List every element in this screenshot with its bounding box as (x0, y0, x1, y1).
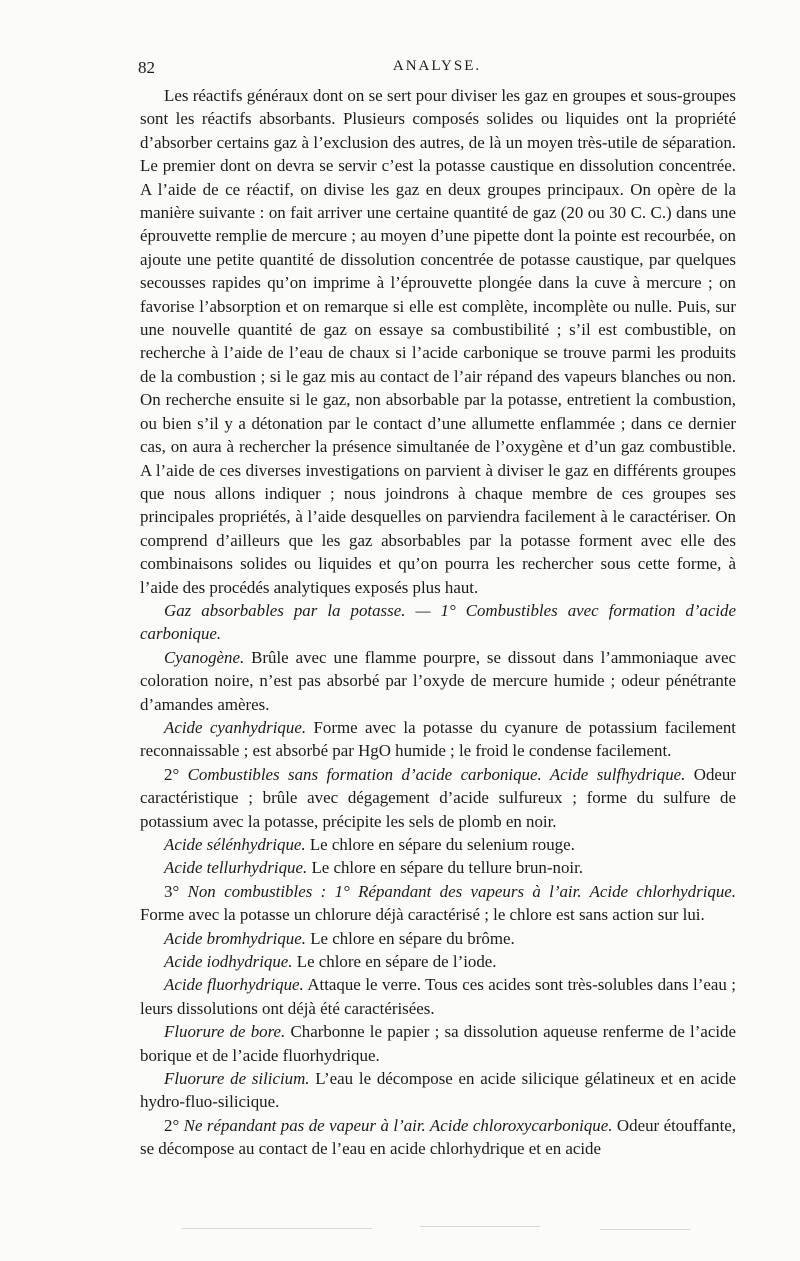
paragraph-fluorure-de-silicium (140, 1067, 736, 1114)
paragraph-cyanogene (140, 646, 736, 716)
body-text (140, 84, 736, 1161)
entry-term: Acide fluorhydrique. (164, 975, 304, 995)
entry-description: Le chlore en sépare du selenium rouge. (305, 835, 575, 854)
paragraph-acide-chlorhydrique (140, 880, 736, 927)
paragraph-acide-sulfhydrique (140, 763, 736, 833)
entry-term: Fluorure de bore. (164, 1022, 286, 1042)
entry-description: Odeur caractéristique ; brûle avec dégagement d’acide sulfureux ; forme du sulfure de potassium avec la potasse, précipite les sels de plomb en noir. (140, 764, 736, 831)
paragraph-acide-chloroxycarbonique (140, 1114, 736, 1161)
entry-term: Ne répandant pas de vapeur à l’air. Acide chloroxycarbonique. (183, 1115, 613, 1135)
paragraph-acide-tellurhydrique (140, 856, 736, 879)
entry-term: Acide sélénhydrique. (164, 835, 306, 854)
paragraph-acide-bromhydrique (140, 927, 736, 950)
paragraph-intro (140, 84, 736, 599)
entry-description: Odeur étouffante, se décompose au contact de l’eau en acide chlorhydrique et en acide (140, 1115, 736, 1159)
paragraph-acide-selenhydrique (140, 833, 736, 856)
entry-term: Combustibles sans formation d’acide carbonique. Acide sulfhydrique. (187, 764, 686, 784)
entry-description: L’eau le décompose en acide silicique gélatineux et en acide hydro-fluo-silicique. (140, 1069, 736, 1112)
page-number: 82 (138, 58, 155, 77)
entry-term: Acide tellurhydrique. (164, 858, 308, 878)
entry-description: Forme avec la potasse un chlorure déjà caractérisé ; le chlore est sans action sur lui. (140, 905, 705, 925)
entry-term: Cyanogène. (164, 647, 245, 667)
entry-term: Acide cyanhydrique. (164, 717, 307, 737)
entry-number: 3° (164, 881, 188, 901)
entry-term: Non combustibles : 1° Répandant des vapeurs à l’air. Acide chlorhydrique. (187, 881, 736, 901)
paragraph-acide-cyanhydrique (140, 716, 736, 763)
running-head: ANALYSE. (392, 58, 482, 74)
entry-description: Le chlore en sépare du tellure brun-noir. (307, 858, 584, 878)
entry-term: Acide iodhydrique. (164, 952, 293, 972)
entry-term: Acide bromhydrique. (164, 928, 306, 948)
paragraph-gaz-absorbables (140, 599, 736, 646)
entry-description: Brûle avec une flamme pourpre, se dissout dans l’ammoniaque avec coloration noire, n’est pas absorbé par l’oxyde de mercure humide ; odeur pénétrante d’amandes amères. (140, 647, 736, 714)
paragraph-acide-iodhydrique (140, 950, 736, 973)
entry-number: 2° (164, 1115, 184, 1135)
scan-speck (182, 1228, 372, 1229)
entry-description: Charbonne le papier ; sa dissolution aqueuse renferme de l’acide borique et de l’acide fluorhydrique. (140, 1022, 736, 1065)
paragraph-acide-fluorhydrique (140, 973, 736, 1020)
entry-description: Attaque le verre. Tous ces acides sont très-solubles dans l’eau ; leurs dissolutions ont déjà été caractérisées. (140, 975, 736, 1018)
scan-speck (600, 1229, 690, 1230)
scan-speck (420, 1226, 540, 1227)
entry-term: Fluorure de silicium. (164, 1069, 310, 1089)
entry-number: 2° (164, 764, 188, 784)
entry-description: Le chlore en sépare du brôme. (305, 928, 515, 948)
section-heading: Gaz absorbables par la potasse. — 1° Combustibles avec formation d’acide carbonique. (140, 600, 736, 644)
entry-description: Le chlore en sépare de l’iode. (292, 952, 497, 972)
page-header (138, 58, 736, 86)
entry-description: Forme avec la potasse du cyanure de potassium facilement reconnaissable ; est absorbé par HgO humide ; le froid le condense facilement. (140, 717, 736, 761)
text-run: Les réactifs généraux dont on se sert pour diviser les gaz en groupes et sous-groupes sont les réactifs absorbants. Plusieurs composés solides ou liquides ont la propriété d’absorber certains gaz à l’exclusion des autres, de là un moyen très-utile de séparation. Le premier dont on devra se servir c’est la potasse caustique en dissolution concentrée. A l’aide de ce réactif, on divise les gaz en deux groupes principaux. On opère de la manière suivante : on fait arriver une certaine quantité de gaz (20 ou 30 C. C.) dans une éprouvette remplie de mercure ; au moyen d’une pipette dont la pointe est recourbée, on ajoute une petite quantité de dissolution concentrée de potasse caustique, par quelques secousses rapides qu’on imprime à l’éprouvette plongée dans la cuve à mercure ; on favorise l’absorption et on remarque si elle est complète, incomplète ou nulle. Puis, sur une nouvelle quantité de gaz on essaye sa combustibilité ; s’il est combustible, on recherche à l’aide de l’eau de chaux si l’acide carbonique se trouve parmi les produits de la combustion ; si le gaz mis au contact de l’air répand des vapeurs blanches ou non. On recherche ensuite si le gaz, non absorbable par la potasse, entretient la combustion, ou bien s’il y a détonation par le contact d’une allumette enflammée ; dans ce dernier cas, on aura à rechercher la présence simultanée de l’oxygène et d’un gaz combustible. A l’aide de ces diverses investigations on parvient à diviser le gaz en différents groupes que nous allons indiquer ; nous joindrons à chaque membre de ces groupes ses principales propriétés, à l’aide desquelles on parviendra facilement à le caractériser. On comprend d’ailleurs que les gaz absorbables par la potasse forment avec elle des combinaisons solides ou liquides et qu’on pourra les rechercher sous cette forme, à l’aide des procédés analytiques exposés plus haut. (140, 86, 736, 597)
paragraph-fluorure-de-bore (140, 1020, 736, 1067)
